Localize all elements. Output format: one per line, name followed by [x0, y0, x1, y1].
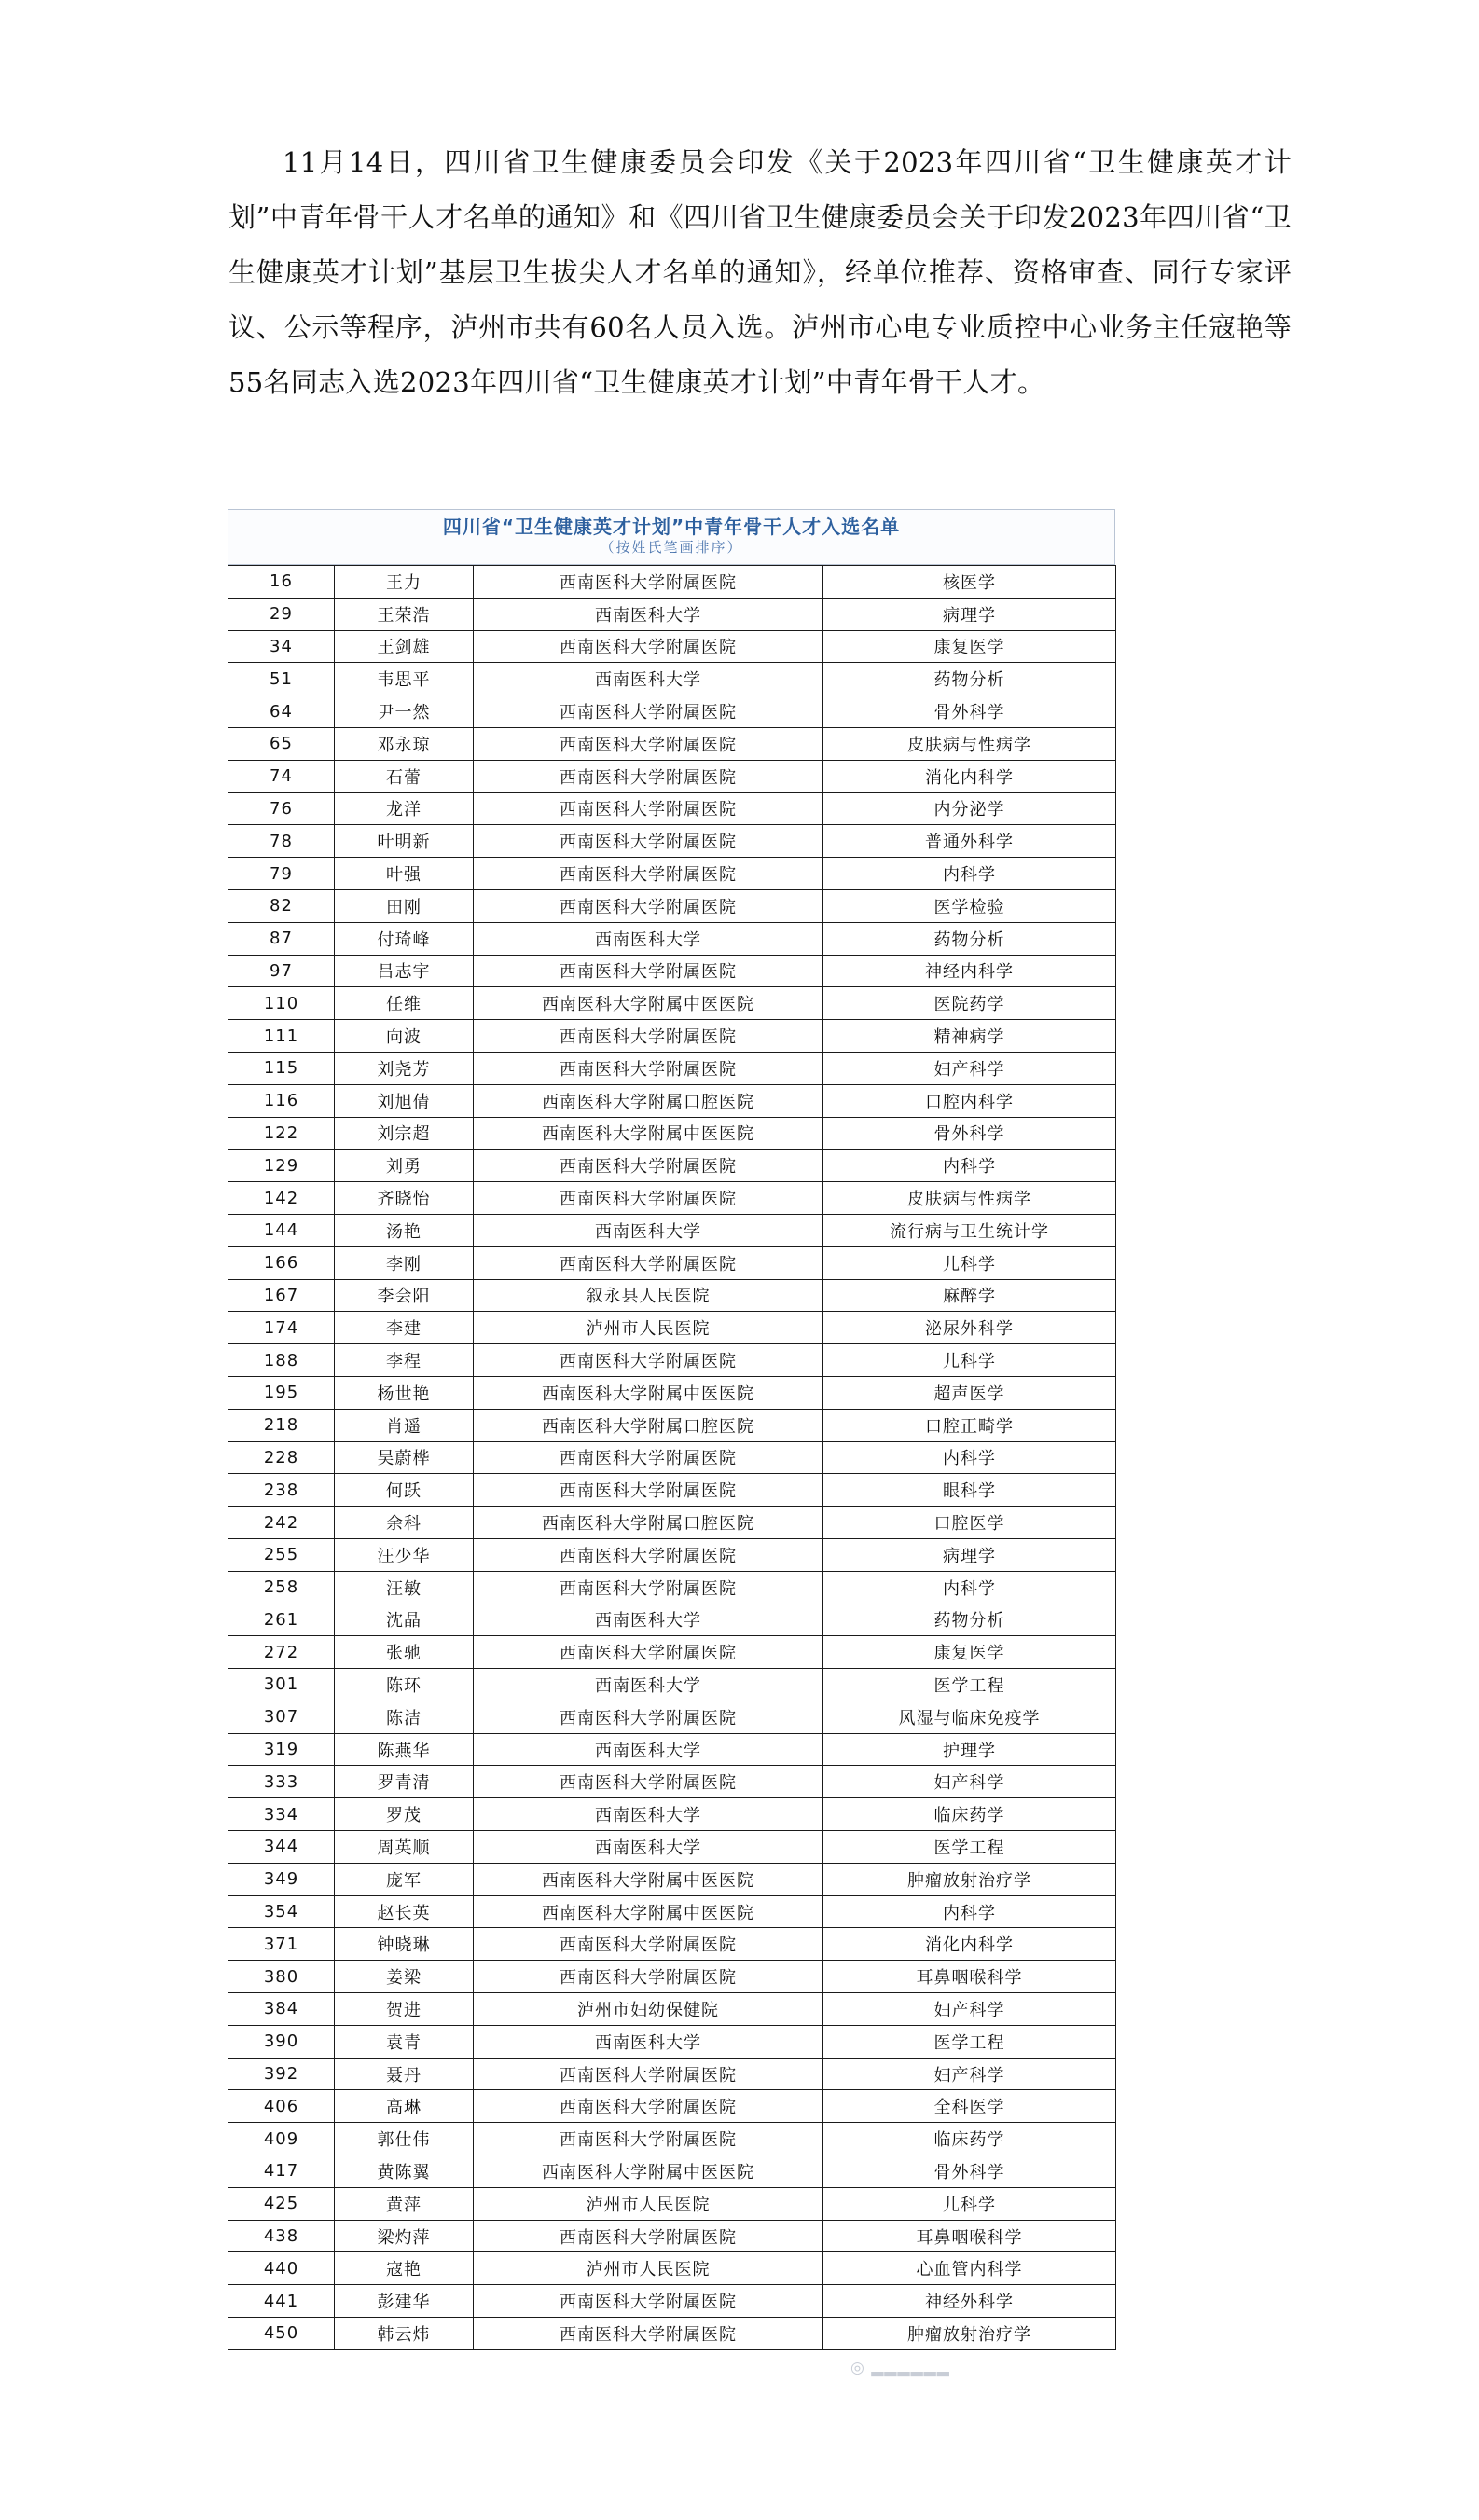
- cell-name: 邓永琼: [335, 727, 474, 760]
- cell-specialty: 神经外科学: [823, 2285, 1116, 2318]
- table-row: [228, 825, 1116, 858]
- table-row: [228, 1312, 1116, 1344]
- cell-name: 袁青: [335, 2025, 474, 2058]
- cell-number: 51: [228, 663, 335, 695]
- cell-number: 144: [228, 1214, 335, 1246]
- cell-unit: 西南医科大学附属医院: [474, 792, 823, 825]
- cell-unit: 西南医科大学附属医院: [474, 1766, 823, 1798]
- talent-table: [228, 565, 1116, 2350]
- cell-number: 301: [228, 1669, 335, 1701]
- cell-unit: 西南医科大学附属医院: [474, 1636, 823, 1669]
- table-row: [228, 2025, 1116, 2058]
- cell-name: 陈洁: [335, 1701, 474, 1733]
- table-row: [228, 858, 1116, 890]
- cell-name: 庞军: [335, 1863, 474, 1895]
- cell-name: 尹一然: [335, 695, 474, 728]
- cell-unit: 西南医科大学附属医院: [474, 727, 823, 760]
- cell-specialty: 核医学: [823, 566, 1116, 599]
- cell-name: 韩云炜: [335, 2318, 474, 2350]
- cell-unit: 西南医科大学: [474, 2025, 823, 2058]
- cell-unit: 西南医科大学附属医院: [474, 1020, 823, 1053]
- cell-unit: 西南医科大学附属医院: [474, 566, 823, 599]
- cell-name: 黄陈翼: [335, 2155, 474, 2188]
- cell-name: 贺进: [335, 1993, 474, 2026]
- cell-number: 258: [228, 1571, 335, 1604]
- cell-name: 龙洋: [335, 792, 474, 825]
- table-row: [228, 2220, 1116, 2252]
- cell-name: 向波: [335, 1020, 474, 1053]
- cell-specialty: 儿科学: [823, 1344, 1116, 1377]
- cell-specialty: 妇产科学: [823, 1052, 1116, 1084]
- cell-specialty: 儿科学: [823, 1246, 1116, 1279]
- cell-number: 344: [228, 1831, 335, 1864]
- cell-specialty: 药物分析: [823, 663, 1116, 695]
- table-header: [228, 509, 1115, 565]
- table-row: [228, 1279, 1116, 1312]
- table-row: [228, 1214, 1116, 1246]
- cell-specialty: 麻醉学: [823, 1279, 1116, 1312]
- cell-number: 142: [228, 1182, 335, 1215]
- cell-number: 167: [228, 1279, 335, 1312]
- cell-name: 吕志宇: [335, 955, 474, 987]
- cell-name: 李程: [335, 1344, 474, 1377]
- cell-specialty: 皮肤病与性病学: [823, 1182, 1116, 1215]
- cell-specialty: 风湿与临床免疫学: [823, 1701, 1116, 1733]
- cell-specialty: 康复医学: [823, 630, 1116, 663]
- table-row: [228, 1150, 1116, 1182]
- cell-unit: 西南医科大学附属中医医院: [474, 1376, 823, 1409]
- cell-name: 郭仕伟: [335, 2123, 474, 2155]
- cell-number: 272: [228, 1636, 335, 1669]
- table-row: [228, 1993, 1116, 2026]
- table-row: [228, 987, 1116, 1020]
- cell-number: 242: [228, 1507, 335, 1539]
- table-row: [228, 2187, 1116, 2220]
- cell-name: 李刚: [335, 1246, 474, 1279]
- table-row: [228, 566, 1116, 599]
- cell-specialty: 医学工程: [823, 2025, 1116, 2058]
- cell-number: 354: [228, 1895, 335, 1928]
- cell-name: 汪敏: [335, 1571, 474, 1604]
- cell-unit: 西南医科大学附属口腔医院: [474, 1084, 823, 1117]
- cell-unit: 西南医科大学附属医院: [474, 1961, 823, 1993]
- table-row: [228, 2318, 1116, 2350]
- table-row: [228, 2155, 1116, 2188]
- cell-name: 周英顺: [335, 1831, 474, 1864]
- cell-number: 115: [228, 1052, 335, 1084]
- cell-number: 16: [228, 566, 335, 599]
- cell-number: 74: [228, 760, 335, 792]
- cell-specialty: 消化内科学: [823, 1928, 1116, 1961]
- cell-specialty: 耳鼻咽喉科学: [823, 1961, 1116, 1993]
- cell-number: 116: [228, 1084, 335, 1117]
- cell-specialty: 皮肤病与性病学: [823, 727, 1116, 760]
- cell-name: 高琳: [335, 2090, 474, 2123]
- table-row: [228, 1701, 1116, 1733]
- table-row: [228, 1344, 1116, 1377]
- watermark-icon: ◎ ▂▂▂▂▂▂: [850, 2359, 950, 2377]
- cell-name: 付琦峰: [335, 922, 474, 955]
- cell-unit: 西南医科大学附属医院: [474, 2220, 823, 2252]
- cell-unit: 西南医科大学附属医院: [474, 858, 823, 890]
- cell-specialty: 骨外科学: [823, 2155, 1116, 2188]
- cell-unit: 西南医科大学附属医院: [474, 695, 823, 728]
- cell-specialty: 骨外科学: [823, 1117, 1116, 1150]
- table-row: [228, 1474, 1116, 1507]
- table-row: [228, 1636, 1116, 1669]
- cell-number: 255: [228, 1538, 335, 1571]
- cell-number: 166: [228, 1246, 335, 1279]
- cell-number: 334: [228, 1798, 335, 1831]
- cell-number: 111: [228, 1020, 335, 1053]
- cell-specialty: 全科医学: [823, 2090, 1116, 2123]
- cell-number: 406: [228, 2090, 335, 2123]
- cell-unit: 西南医科大学: [474, 1669, 823, 1701]
- cell-unit: 西南医科大学附属口腔医院: [474, 1409, 823, 1441]
- cell-number: 228: [228, 1441, 335, 1474]
- cell-name: 叶明新: [335, 825, 474, 858]
- cell-name: 罗茂: [335, 1798, 474, 1831]
- cell-specialty: 药物分析: [823, 922, 1116, 955]
- cell-name: 齐晓怡: [335, 1182, 474, 1215]
- cell-unit: 泸州市妇幼保健院: [474, 1993, 823, 2026]
- table-row: [228, 889, 1116, 922]
- table-row: [228, 2123, 1116, 2155]
- cell-number: 440: [228, 2252, 335, 2285]
- table-row: [228, 1117, 1116, 1150]
- cell-unit: 西南医科大学附属中医医院: [474, 1863, 823, 1895]
- cell-name: 罗青清: [335, 1766, 474, 1798]
- cell-specialty: 病理学: [823, 1538, 1116, 1571]
- cell-number: 425: [228, 2187, 335, 2220]
- cell-name: 赵长英: [335, 1895, 474, 1928]
- cell-specialty: 消化内科学: [823, 760, 1116, 792]
- cell-unit: 西南医科大学附属医院: [474, 2318, 823, 2350]
- cell-specialty: 神经内科学: [823, 955, 1116, 987]
- table-row: [228, 792, 1116, 825]
- cell-specialty: 骨外科学: [823, 695, 1116, 728]
- cell-name: 聂丹: [335, 2058, 474, 2090]
- cell-unit: 西南医科大学附属医院: [474, 1441, 823, 1474]
- cell-number: 122: [228, 1117, 335, 1150]
- cell-unit: 西南医科大学: [474, 1214, 823, 1246]
- cell-number: 349: [228, 1863, 335, 1895]
- cell-name: 王剑雄: [335, 630, 474, 663]
- cell-name: 李建: [335, 1312, 474, 1344]
- cell-specialty: 护理学: [823, 1733, 1116, 1766]
- cell-specialty: 普通外科学: [823, 825, 1116, 858]
- cell-specialty: 内科学: [823, 1441, 1116, 1474]
- table-row: [228, 598, 1116, 630]
- cell-unit: 西南医科大学附属医院: [474, 1701, 823, 1733]
- cell-specialty: 妇产科学: [823, 2058, 1116, 2090]
- cell-number: 238: [228, 1474, 335, 1507]
- cell-number: 79: [228, 858, 335, 890]
- cell-name: 吴蔚桦: [335, 1441, 474, 1474]
- cell-name: 刘旭倩: [335, 1084, 474, 1117]
- cell-number: 110: [228, 987, 335, 1020]
- cell-number: 82: [228, 889, 335, 922]
- cell-name: 肖遥: [335, 1409, 474, 1441]
- cell-unit: 西南医科大学附属医院: [474, 2090, 823, 2123]
- cell-number: 64: [228, 695, 335, 728]
- cell-number: 65: [228, 727, 335, 760]
- cell-specialty: 医学工程: [823, 1831, 1116, 1864]
- table-row: [228, 727, 1116, 760]
- cell-number: 218: [228, 1409, 335, 1441]
- table-row: [228, 2252, 1116, 2285]
- cell-specialty: 心血管内科学: [823, 2252, 1116, 2285]
- cell-specialty: 流行病与卫生统计学: [823, 1214, 1116, 1246]
- cell-unit: 西南医科大学: [474, 663, 823, 695]
- cell-specialty: 妇产科学: [823, 1993, 1116, 2026]
- cell-name: 黄萍: [335, 2187, 474, 2220]
- cell-number: 34: [228, 630, 335, 663]
- cell-specialty: 医院药学: [823, 987, 1116, 1020]
- table-row: [228, 1084, 1116, 1117]
- cell-specialty: 内分泌学: [823, 792, 1116, 825]
- cell-unit: 泸州市人民医院: [474, 1312, 823, 1344]
- cell-unit: 西南医科大学: [474, 922, 823, 955]
- intro-paragraph: 11月14日，四川省卫生健康委员会印发《关于2023年四川省“卫生健康英才计划”中青年骨干人才名单的通知》和《四川省卫生健康委员会关于印发2023年四川省“卫生健康英才计划”基层卫生拔尖人才名单的通知》，经单位推荐、资格审查、同行专家评议、公示等程序，泸州市共有60名人员入选。泸州市心电专业质控中心业务主任寇艳等55名同志入选2023年四川省“卫生健康英才计划”中青年骨干人才。: [228, 146, 1292, 398]
- cell-specialty: 超声医学: [823, 1376, 1116, 1409]
- cell-specialty: 口腔医学: [823, 1507, 1116, 1539]
- table-row: [228, 630, 1116, 663]
- cell-unit: 叙永县人民医院: [474, 1279, 823, 1312]
- cell-specialty: 康复医学: [823, 1636, 1116, 1669]
- table-row: [228, 1376, 1116, 1409]
- cell-unit: 西南医科大学: [474, 1604, 823, 1636]
- cell-number: 76: [228, 792, 335, 825]
- cell-unit: 西南医科大学附属医院: [474, 1246, 823, 1279]
- table-row: [228, 1507, 1116, 1539]
- cell-name: 王力: [335, 566, 474, 599]
- table-row: [228, 922, 1116, 955]
- cell-unit: 西南医科大学附属医院: [474, 955, 823, 987]
- cell-number: 87: [228, 922, 335, 955]
- cell-number: 380: [228, 1961, 335, 1993]
- table-row: [228, 1538, 1116, 1571]
- cell-specialty: 眼科学: [823, 1474, 1116, 1507]
- cell-unit: 西南医科大学附属医院: [474, 825, 823, 858]
- cell-unit: 西南医科大学: [474, 598, 823, 630]
- table-row: [228, 2090, 1116, 2123]
- table-row: [228, 1604, 1116, 1636]
- cell-name: 余科: [335, 1507, 474, 1539]
- cell-number: 78: [228, 825, 335, 858]
- cell-specialty: 泌尿外科学: [823, 1312, 1116, 1344]
- table-subtitle: （按姓氏笔画排序）: [600, 539, 743, 556]
- cell-specialty: 口腔正畸学: [823, 1409, 1116, 1441]
- cell-name: 梁灼萍: [335, 2220, 474, 2252]
- cell-name: 沈晶: [335, 1604, 474, 1636]
- cell-unit: 西南医科大学: [474, 1733, 823, 1766]
- cell-unit: 西南医科大学附属医院: [474, 1538, 823, 1571]
- cell-name: 任维: [335, 987, 474, 1020]
- cell-specialty: 肿瘤放射治疗学: [823, 1863, 1116, 1895]
- cell-number: 390: [228, 2025, 335, 2058]
- table-title: 四川省“卫生健康英才计划”中青年骨干人才入选名单: [442, 516, 901, 538]
- cell-name: 彭建华: [335, 2285, 474, 2318]
- cell-number: 438: [228, 2220, 335, 2252]
- table-row: [228, 1020, 1116, 1053]
- cell-unit: 西南医科大学附属中医医院: [474, 987, 823, 1020]
- table-row: [228, 955, 1116, 987]
- cell-number: 29: [228, 598, 335, 630]
- table-row: [228, 1863, 1116, 1895]
- table-row: [228, 1571, 1116, 1604]
- cell-unit: 西南医科大学附属医院: [474, 1052, 823, 1084]
- table-row: [228, 1928, 1116, 1961]
- cell-name: 钟晓琳: [335, 1928, 474, 1961]
- cell-number: 129: [228, 1150, 335, 1182]
- table-row: [228, 1733, 1116, 1766]
- cell-name: 刘勇: [335, 1150, 474, 1182]
- cell-unit: 西南医科大学附属医院: [474, 760, 823, 792]
- cell-name: 叶强: [335, 858, 474, 890]
- table-row: [228, 1766, 1116, 1798]
- cell-specialty: 内科学: [823, 1895, 1116, 1928]
- cell-number: 319: [228, 1733, 335, 1766]
- table-row: [228, 1798, 1116, 1831]
- cell-unit: 西南医科大学附属医院: [474, 1928, 823, 1961]
- cell-unit: 西南医科大学附属医院: [474, 2058, 823, 2090]
- cell-specialty: 内科学: [823, 1150, 1116, 1182]
- cell-number: 441: [228, 2285, 335, 2318]
- cell-name: 王荣浩: [335, 598, 474, 630]
- table-row: [228, 1441, 1116, 1474]
- cell-name: 汤艳: [335, 1214, 474, 1246]
- table-row: [228, 1831, 1116, 1864]
- cell-number: 384: [228, 1993, 335, 2026]
- cell-unit: 泸州市人民医院: [474, 2187, 823, 2220]
- cell-specialty: 内科学: [823, 858, 1116, 890]
- table-row: [228, 2285, 1116, 2318]
- cell-number: 261: [228, 1604, 335, 1636]
- cell-specialty: 临床药学: [823, 2123, 1116, 2155]
- cell-name: 姜梁: [335, 1961, 474, 1993]
- cell-unit: 西南医科大学附属医院: [474, 2285, 823, 2318]
- cell-name: 何跃: [335, 1474, 474, 1507]
- cell-unit: 西南医科大学附属医院: [474, 1344, 823, 1377]
- cell-specialty: 肿瘤放射治疗学: [823, 2318, 1116, 2350]
- cell-name: 陈燕华: [335, 1733, 474, 1766]
- cell-specialty: 口腔内科学: [823, 1084, 1116, 1117]
- cell-unit: 西南医科大学附属医院: [474, 1182, 823, 1215]
- cell-unit: 西南医科大学: [474, 1831, 823, 1864]
- cell-specialty: 药物分析: [823, 1604, 1116, 1636]
- table-body: [228, 566, 1116, 2350]
- cell-specialty: 内科学: [823, 1571, 1116, 1604]
- cell-name: 寇艳: [335, 2252, 474, 2285]
- table-row: [228, 1961, 1116, 1993]
- cell-specialty: 临床药学: [823, 1798, 1116, 1831]
- cell-name: 田刚: [335, 889, 474, 922]
- cell-unit: 西南医科大学附属医院: [474, 889, 823, 922]
- talent-list-table: [228, 509, 1115, 2350]
- cell-specialty: 医学工程: [823, 1669, 1116, 1701]
- cell-number: 409: [228, 2123, 335, 2155]
- table-row: [228, 695, 1116, 728]
- cell-number: 417: [228, 2155, 335, 2188]
- cell-number: 174: [228, 1312, 335, 1344]
- cell-unit: 西南医科大学附属医院: [474, 630, 823, 663]
- cell-number: 97: [228, 955, 335, 987]
- cell-name: 刘尧芳: [335, 1052, 474, 1084]
- cell-number: 392: [228, 2058, 335, 2090]
- cell-unit: 西南医科大学附属医院: [474, 1150, 823, 1182]
- cell-name: 汪少华: [335, 1538, 474, 1571]
- cell-specialty: 妇产科学: [823, 1766, 1116, 1798]
- table-row: [228, 760, 1116, 792]
- cell-unit: 西南医科大学: [474, 1798, 823, 1831]
- cell-number: 188: [228, 1344, 335, 1377]
- cell-unit: 西南医科大学附属中医医院: [474, 1895, 823, 1928]
- cell-number: 333: [228, 1766, 335, 1798]
- cell-name: 韦思平: [335, 663, 474, 695]
- cell-unit: 西南医科大学附属中医医院: [474, 2155, 823, 2188]
- cell-name: 石蕾: [335, 760, 474, 792]
- cell-name: 刘宗超: [335, 1117, 474, 1150]
- cell-number: 195: [228, 1376, 335, 1409]
- cell-specialty: 医学检验: [823, 889, 1116, 922]
- cell-specialty: 耳鼻咽喉科学: [823, 2220, 1116, 2252]
- cell-unit: 西南医科大学附属医院: [474, 2123, 823, 2155]
- table-row: [228, 663, 1116, 695]
- table-row: [228, 1895, 1116, 1928]
- cell-number: 371: [228, 1928, 335, 1961]
- cell-name: 李会阳: [335, 1279, 474, 1312]
- cell-specialty: 精神病学: [823, 1020, 1116, 1053]
- cell-name: 陈环: [335, 1669, 474, 1701]
- table-row: [228, 1052, 1116, 1084]
- cell-unit: 西南医科大学附属医院: [474, 1474, 823, 1507]
- table-row: [228, 1246, 1116, 1279]
- cell-unit: 西南医科大学附属医院: [474, 1571, 823, 1604]
- cell-name: 张驰: [335, 1636, 474, 1669]
- cell-unit: 西南医科大学附属口腔医院: [474, 1507, 823, 1539]
- cell-number: 450: [228, 2318, 335, 2350]
- cell-name: 杨世艳: [335, 1376, 474, 1409]
- cell-number: 307: [228, 1701, 335, 1733]
- table-row: [228, 1409, 1116, 1441]
- table-row: [228, 1182, 1116, 1215]
- table-row: [228, 1669, 1116, 1701]
- cell-unit: 西南医科大学附属中医医院: [474, 1117, 823, 1150]
- cell-specialty: 病理学: [823, 598, 1116, 630]
- table-row: [228, 2058, 1116, 2090]
- cell-unit: 泸州市人民医院: [474, 2252, 823, 2285]
- cell-specialty: 儿科学: [823, 2187, 1116, 2220]
